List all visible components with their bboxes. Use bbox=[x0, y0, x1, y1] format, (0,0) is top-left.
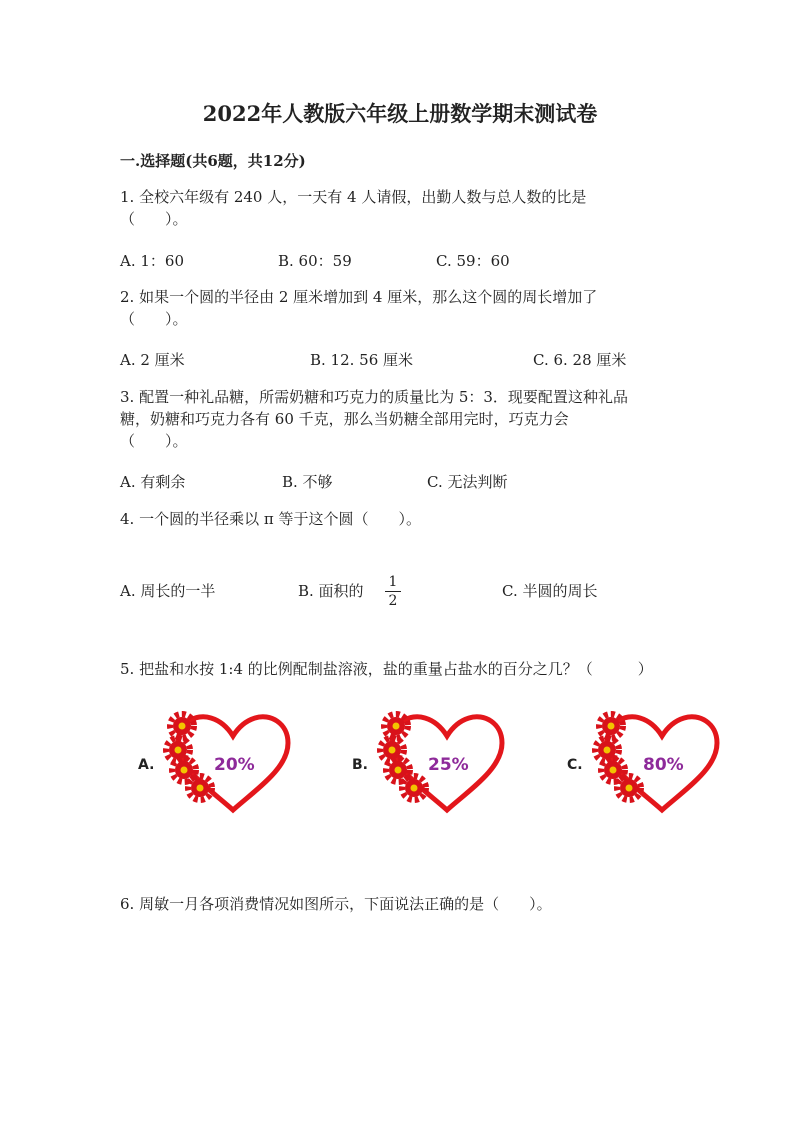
question-4-text bbox=[120, 508, 421, 530]
option-a-label: A. bbox=[138, 757, 155, 773]
question-5-option-c[interactable] bbox=[567, 708, 727, 822]
question-1-line-2: （ ）。 bbox=[120, 210, 188, 228]
question-4-fraction bbox=[385, 574, 401, 609]
question-3-option-b[interactable]: B. 不够 bbox=[282, 473, 333, 491]
question-6-text bbox=[120, 893, 552, 915]
option-a-percent: 20% bbox=[214, 755, 255, 775]
question-2-option-b[interactable]: B. 12. 56 厘米 bbox=[310, 351, 414, 369]
question-1-option-b[interactable]: B. 60：59 bbox=[278, 252, 352, 270]
question-4-option-a[interactable]: A. 周长的一半 bbox=[120, 582, 216, 600]
question-1-option-c[interactable]: C. 59：60 bbox=[436, 252, 510, 270]
flower-icon bbox=[170, 714, 194, 738]
question-6-line-1: 6. 周敏一月各项消费情况如图所示，下面说法正确的是（ ）。 bbox=[120, 895, 552, 913]
question-1-option-a[interactable]: A. 1：60 bbox=[120, 252, 184, 270]
option-b-percent: 25% bbox=[428, 755, 469, 775]
fraction-denominator: 2 bbox=[388, 593, 398, 609]
question-3-line-1: 3. 配置一种礼品糖，所需奶糖和巧克力的质量比为 5：3．现要配置这种礼品 bbox=[120, 388, 628, 406]
question-4-option-b[interactable]: B. 面积的 bbox=[298, 582, 364, 600]
question-2-text bbox=[120, 286, 597, 330]
question-3-line-2: 糖，奶糖和巧克力各有 60 千克，那么当奶糖全部用完时，巧克力会 bbox=[120, 410, 569, 428]
page-title: 2022年人教版六年级上册数学期末测试卷 bbox=[202, 101, 598, 126]
section-heading: 一.选择题(共6题，共12分) bbox=[120, 152, 306, 170]
option-c-heart-graphic bbox=[567, 708, 727, 818]
option-c-label: C. bbox=[567, 757, 583, 773]
question-2-line-2: （ ）。 bbox=[120, 310, 188, 328]
question-4-line-1: 4. 一个圆的半径乘以 π 等于这个圆（ ）。 bbox=[120, 510, 421, 528]
question-5-line-1: 5. 把盐和水按 1:4 的比例配制盐溶液，盐的重量占盐水的百分之几？（ ） bbox=[120, 660, 653, 678]
option-b-heart-graphic bbox=[352, 708, 512, 818]
option-b-label: B. bbox=[352, 757, 368, 773]
question-3-option-a[interactable]: A. 有剩余 bbox=[120, 473, 186, 491]
question-5-option-b[interactable] bbox=[352, 708, 512, 822]
option-a-heart-graphic bbox=[138, 708, 298, 818]
question-2-line-1: 2. 如果一个圆的半径由 2 厘米增加到 4 厘米，那么这个圆的周长增加了 bbox=[120, 288, 598, 306]
flower-icon bbox=[599, 714, 623, 738]
flower-icon bbox=[384, 714, 408, 738]
question-2-option-c[interactable]: C. 6. 28 厘米 bbox=[533, 351, 627, 369]
question-3-option-c[interactable]: C. 无法判断 bbox=[427, 473, 508, 491]
question-5-option-a[interactable] bbox=[138, 708, 298, 822]
question-5-text bbox=[120, 658, 653, 680]
question-3-text bbox=[120, 386, 628, 452]
question-2-option-a[interactable]: A. 2 厘米 bbox=[120, 351, 185, 369]
question-1-text bbox=[120, 186, 586, 230]
fraction-numerator: 1 bbox=[388, 574, 398, 590]
question-3-line-3: （ ）。 bbox=[120, 432, 188, 450]
question-4-option-c[interactable]: C. 半圆的周长 bbox=[502, 582, 598, 600]
question-1-line-1: 1. 全校六年级有 240 人，一天有 4 人请假，出勤人数与总人数的比是 bbox=[120, 188, 587, 206]
fraction-bar bbox=[385, 591, 401, 592]
option-c-percent: 80% bbox=[643, 755, 684, 775]
